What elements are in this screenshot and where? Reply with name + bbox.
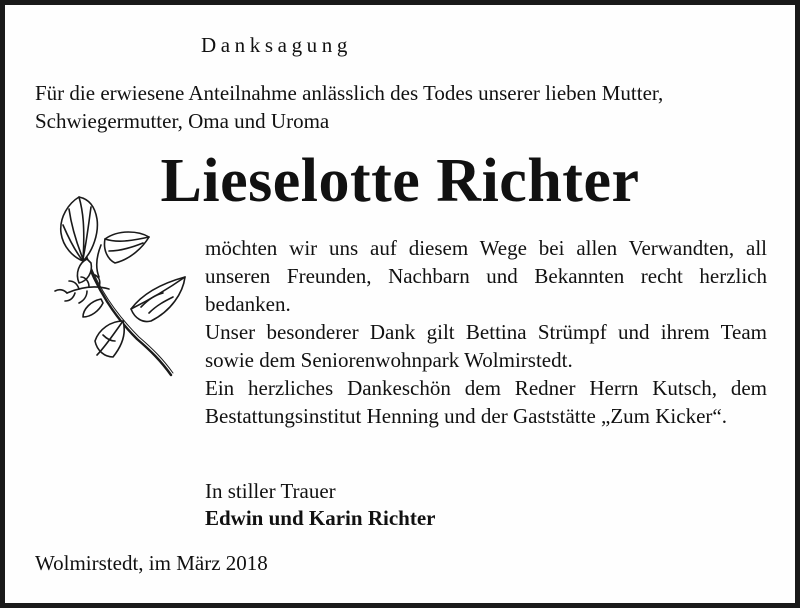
notice-heading: Danksagung	[201, 33, 352, 57]
deceased-name: Lieselotte Richter	[160, 147, 640, 215]
thanks-text	[205, 234, 767, 430]
thanks-paragraph: Ein herzliches Dankeschön dem Redner Herrn Kutsch, dem Bestattungsinstitut Henning und der Gaststätte „Zum Kicker“.	[205, 376, 767, 428]
calla-lily-icon	[39, 189, 191, 385]
intro-text: Für die erwiesene Anteilnahme anlässlich des Todes unserer lieben Mutter, Schwiegermutter, Oma und Uroma	[35, 81, 664, 133]
thanks-paragraph: möchten wir uns auf diesem Wege bei allen Verwandten, all unseren Freunden, Nachbarn und Bekannten recht herzlich bedanken.	[205, 236, 767, 316]
place-date: Wolmirstedt, im März 2018	[35, 551, 268, 575]
closing-line: In stiller Trauer	[205, 479, 336, 503]
signatories: Edwin und Karin Richter	[205, 506, 436, 530]
thanks-paragraph: Unser besonderer Dank gilt Bettina Strümpf und ihrem Team sowie dem Seniorenwohnpark Wolmirstedt.	[205, 320, 767, 372]
